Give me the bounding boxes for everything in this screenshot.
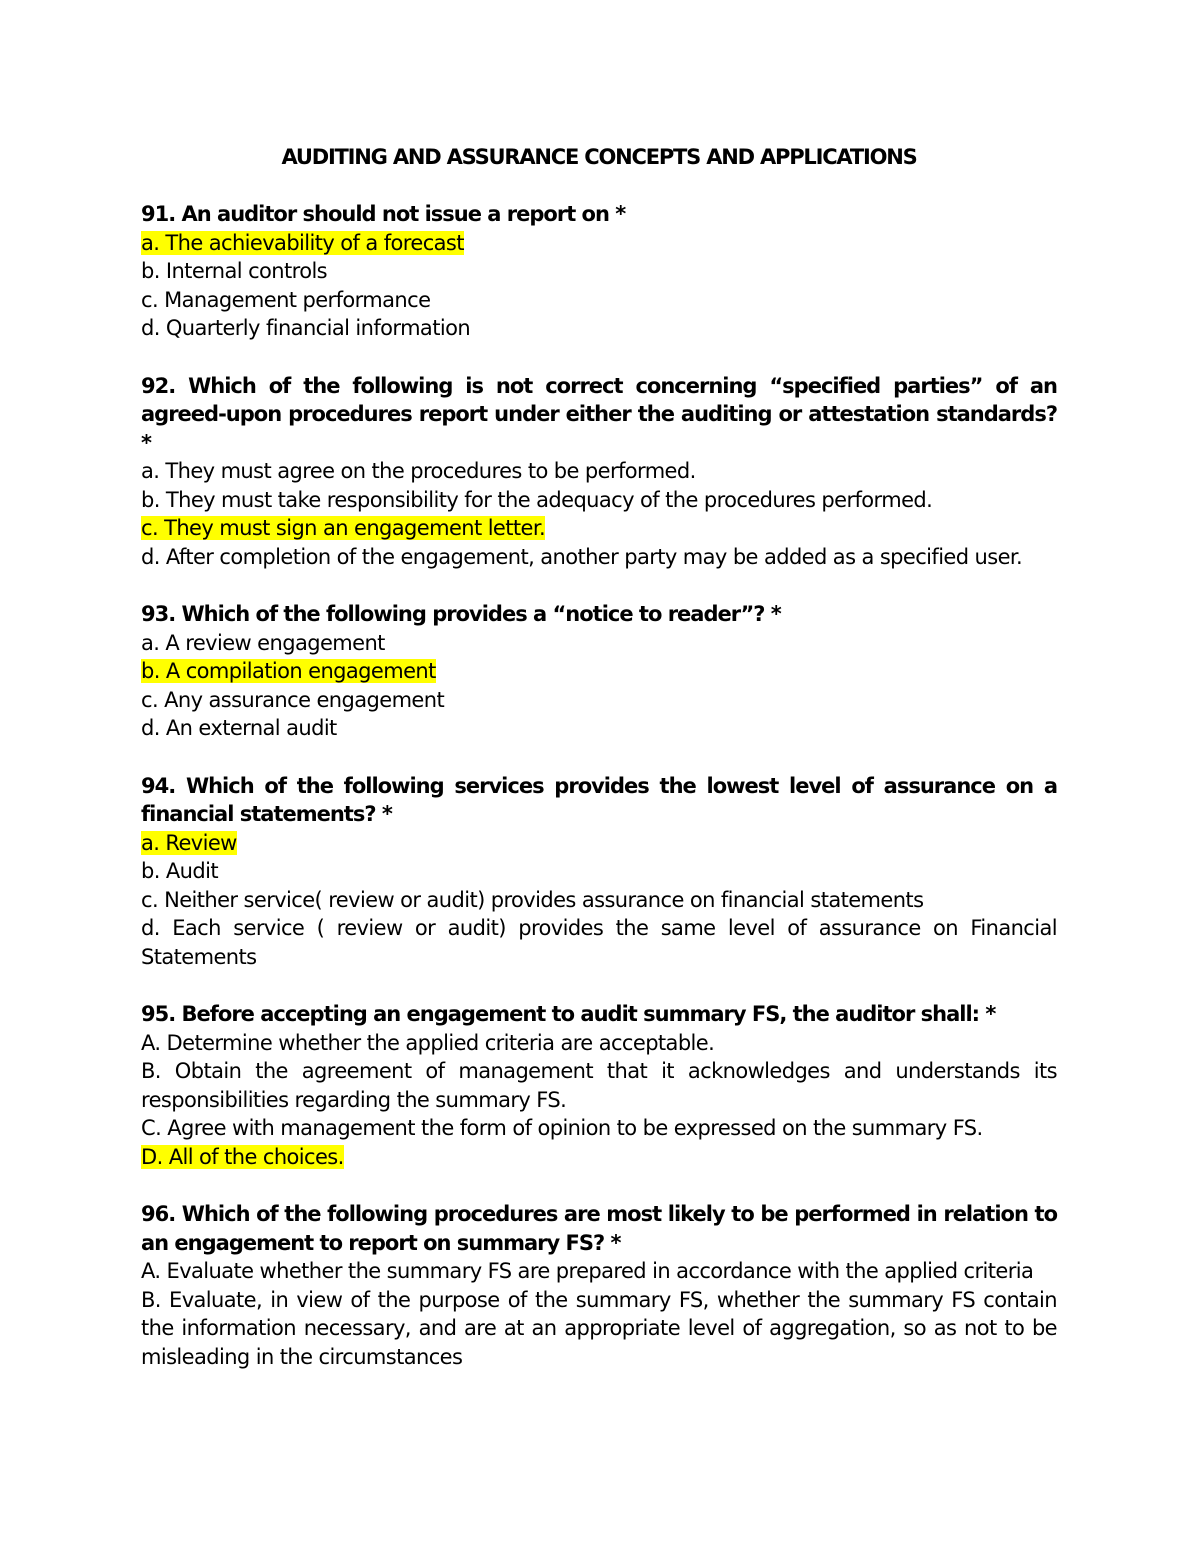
option-d: d. Each service ( review or audit) provides the same level of assurance on Financial Statements [141,916,1057,969]
option-a: A. Evaluate whether the summary FS are prepared in accordance with the applied criteria [141,1259,1034,1283]
question-92 [141,372,1057,572]
question-text: 92. Which of the following is not correct concerning “specified parties” of an agreed-upon procedures report under either the auditing or attestation standards? * [141,373,1057,455]
question-95 [141,1000,1057,1171]
answer-highlight: a. Review [141,830,237,855]
question-91 [141,200,1057,343]
option-c: C. Agree with management the form of opinion to be expressed on the summary FS. [141,1116,983,1140]
option-b: B. Obtain the agreement of management that it acknowledges and understands its responsibilities regarding the summary FS. [141,1059,1057,1112]
question-text: 96. Which of the following procedures are most likely to be performed in relation to an engagement to report on summary FS? * [141,1202,1057,1255]
option-d: d. An external audit [141,716,337,740]
option-a: A. Determine whether the applied criteria are acceptable. [141,1030,715,1055]
option-d: d. After completion of the engagement, another party may be added as a specified user. [141,544,1023,569]
question-text: 93. Which of the following provides a “notice to reader”? * [141,602,781,626]
option-b: b. Audit [141,859,218,883]
option-a: a. They must agree on the procedures to be performed. [141,459,696,483]
answer-highlight: c. They must sign an engagement letter. [141,516,546,540]
option-d [141,1143,1057,1172]
question-93 [141,600,1057,743]
option-b: b. Internal controls [141,259,328,283]
answer-highlight: a. The achievability of a forecast [141,230,464,255]
question-text: 95. Before accepting an engagement to audit summary FS, the auditor shall: * [141,1002,996,1026]
option-a [141,829,1057,858]
question-96 [141,1200,1057,1371]
option-c: c. Neither service( review or audit) provides assurance on financial statements [141,887,924,912]
question-text: 94. Which of the following services provides the lowest level of assurance on a financial statements? * [141,773,1057,826]
option-c [141,514,1057,543]
document-page [141,143,1057,1400]
option-d: d. Quarterly financial information [141,316,471,340]
option-a: a. A review engagement [141,630,385,655]
option-c: c. Management performance [141,287,431,312]
question-94 [141,772,1057,972]
question-text: 91. An auditor should not issue a report on * [141,202,626,226]
option-b: b. They must take responsibility for the adequacy of the procedures performed. [141,487,933,512]
answer-highlight: b. A compilation engagement [141,659,436,683]
document-title: AUDITING AND ASSURANCE CONCEPTS AND APPLICATIONS [281,145,917,169]
option-c: c. Any assurance engagement [141,687,445,712]
option-b [141,657,1057,686]
answer-highlight: D. All of the choices. [141,1144,344,1169]
option-a [141,229,1057,258]
option-b: B. Evaluate, in view of the purpose of the summary FS, whether the summary FS contain the information necessary, and are at an appropriate level of aggregation, so as not to be misleading in the circumstances [141,1287,1057,1369]
